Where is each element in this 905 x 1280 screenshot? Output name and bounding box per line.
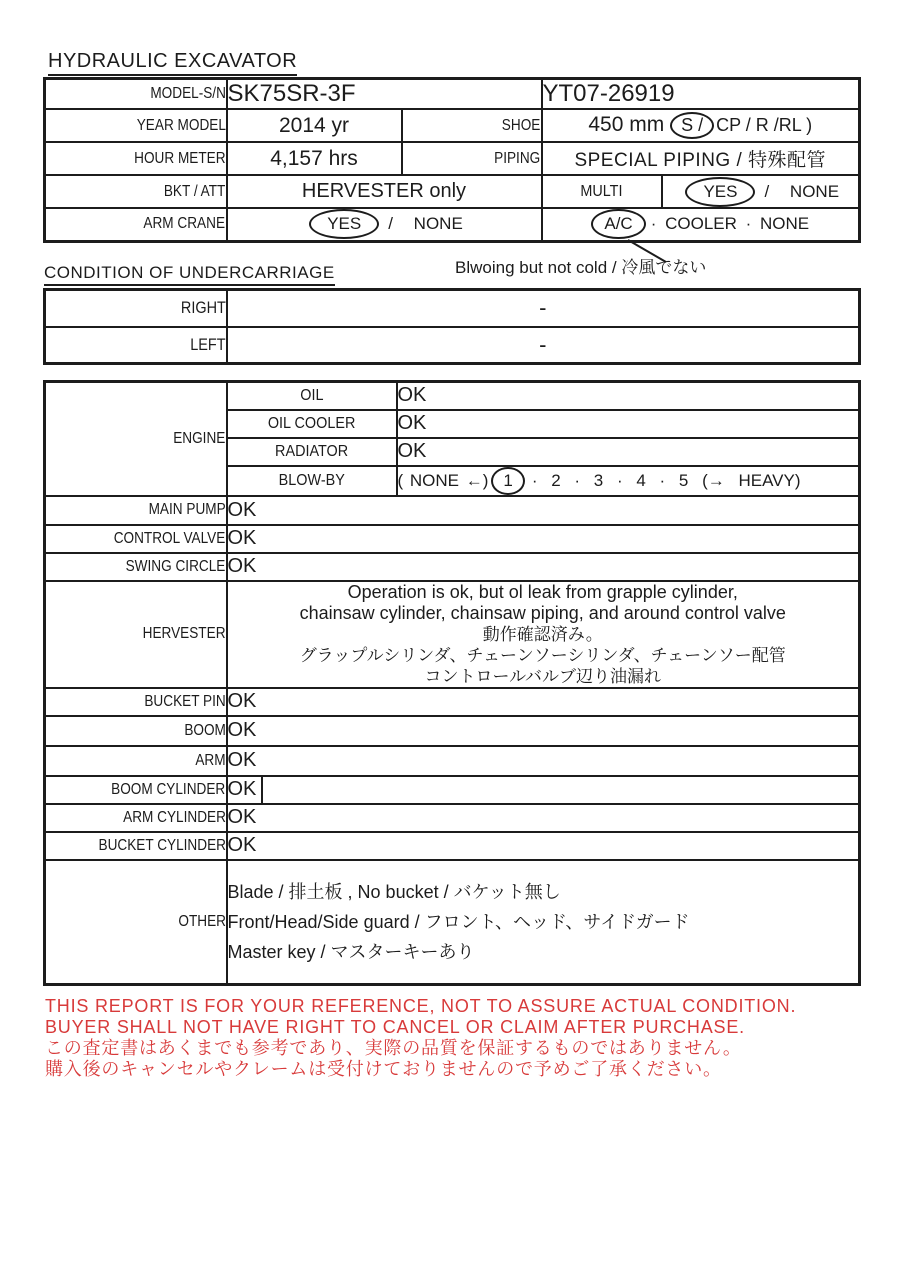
arm-cylinder-label: ARM CYLINDER	[122, 808, 226, 826]
oil-cooler-value: OK	[397, 410, 860, 438]
page-title	[48, 50, 297, 76]
header-table	[43, 77, 861, 243]
table-row	[45, 688, 860, 716]
arm-crane-label: ARM CRANE	[143, 215, 226, 233]
bucket-pin-label-cell	[45, 688, 227, 716]
multi-selection-circle: YES	[685, 177, 755, 207]
right-label-cell	[45, 290, 227, 327]
piping-label: PIPING	[494, 149, 541, 167]
blowby-label: BLOW-BY	[278, 471, 345, 489]
shoe-selection-circle: S /	[670, 112, 714, 139]
radiator-label-cell	[227, 438, 397, 466]
arm-label-cell	[45, 746, 227, 776]
table-row	[45, 746, 860, 776]
engine-label: ENGINE	[173, 429, 226, 447]
arm-crane-value-cell	[227, 208, 542, 241]
undercarriage-title	[44, 263, 335, 286]
other-label: OTHER	[177, 912, 226, 930]
bkt-att-label-cell	[45, 175, 227, 208]
bkt-att-value: HERVESTER only	[227, 175, 542, 208]
boom-value: OK	[227, 716, 860, 746]
multi-value-cell	[662, 175, 860, 208]
year-label-cell	[45, 109, 227, 142]
left-label: LEFT	[190, 334, 226, 354]
swing-circle-label-cell	[45, 553, 227, 581]
table-row	[45, 553, 860, 581]
other-line: Blade / 排土板 , No bucket / バケット無し	[227, 881, 561, 902]
hervester-line: 動作確認済み。	[482, 624, 603, 644]
hervester-line: chainsaw cylinder, chainsaw piping, and around control valve	[299, 602, 786, 623]
boom-label: BOOM	[183, 721, 226, 739]
other-value-cell	[227, 860, 860, 985]
engine-label-cell	[45, 382, 227, 496]
model-sn-label-cell	[45, 79, 227, 110]
oil-label: OIL	[299, 386, 324, 404]
table-row	[45, 581, 860, 688]
ac-selection-circle: A/C	[591, 209, 645, 239]
oil-value: OK	[397, 382, 860, 410]
table-row	[45, 496, 860, 525]
left-value: -	[227, 327, 860, 364]
left-label-cell	[45, 327, 227, 364]
table-row	[45, 716, 860, 746]
main-pump-value: OK	[227, 496, 860, 525]
shoe-size: 450 mm	[588, 113, 665, 136]
radiator-label: RADIATOR	[274, 442, 349, 460]
multi-options: / NONE	[764, 181, 840, 201]
condition-table	[43, 380, 861, 986]
boom-cylinder-value-cell	[227, 776, 860, 804]
ac-options: · COOLER · NONE	[650, 214, 810, 234]
bucket-cylinder-value: OK	[227, 832, 860, 860]
boom-cylinder-label: BOOM CYLINDER	[111, 780, 226, 798]
undercarriage-table	[43, 288, 861, 365]
oil-label-cell	[227, 382, 397, 410]
arm-value: OK	[227, 746, 860, 776]
shoe-label-cell	[402, 109, 542, 142]
disclaimer-line: BUYER SHALL NOT HAVE RIGHT TO CANCEL OR CLAIM AFTER PURCHASE.	[45, 1017, 745, 1037]
multi-label-cell	[542, 175, 662, 208]
hervester-line: グラップルシリンダ、チェーンソーシリンダ、チェーンソー配管	[299, 645, 786, 665]
table-row	[45, 776, 860, 804]
arm-crane-label-cell	[45, 208, 227, 241]
shoe-label: SHOE	[501, 116, 541, 134]
piping-label-cell	[402, 142, 542, 175]
arm-crane-options: / NONE	[388, 214, 463, 234]
swing-circle-label: SWING CIRCLE	[125, 557, 226, 575]
table-row	[45, 832, 860, 860]
ac-note: Blwoing but not cold / 冷風でない	[455, 258, 707, 277]
other-line: Master key / マスターキーあり	[227, 941, 475, 962]
hervester-value-cell	[227, 581, 860, 688]
other-line: Front/Head/Side guard / フロント、ヘッド、サイドガード	[227, 911, 690, 932]
arm-crane-selection-circle: YES	[309, 209, 379, 239]
bucket-pin-value: OK	[227, 688, 860, 716]
hour-label-cell	[45, 142, 227, 175]
year-label: YEAR MODEL	[136, 116, 226, 134]
shoe-value-cell	[542, 109, 860, 142]
disclaimer-line: THIS REPORT IS FOR YOUR REFERENCE, NOT TO ASSURE ACTUAL CONDITION.	[45, 996, 797, 1016]
shoe-options: CP / R /RL )	[716, 115, 813, 135]
right-value: -	[227, 290, 860, 327]
main-pump-label: MAIN PUMP	[148, 501, 226, 518]
hervester-label: HERVESTER	[142, 625, 226, 642]
oil-cooler-label-cell	[227, 410, 397, 438]
control-valve-label: CONTROL VALVE	[113, 529, 226, 547]
piping-value: SPECIAL PIPING / 特殊配管	[542, 142, 860, 175]
serial-value: YT07-26919	[542, 79, 860, 110]
blowby-scale-low: ( NONE ←)	[397, 470, 489, 490]
bucket-cylinder-label: BUCKET CYLINDER	[98, 836, 226, 854]
blowby-scale-high: · 2 · 3 · 4 · 5 (→ HEAVY)	[531, 470, 801, 490]
other-label-cell	[45, 860, 227, 985]
table-row	[45, 382, 860, 410]
disclaimer-line: この査定書はあくまでも参考であり、実際の品質を保証するものではありません。	[45, 1038, 742, 1058]
table-row	[45, 109, 860, 142]
hour-meter-value: 4,157 hrs	[227, 142, 402, 175]
table-row	[45, 804, 860, 832]
year-value: 2014 yr	[227, 109, 402, 142]
hour-meter-label: HOUR METER	[134, 149, 226, 167]
bkt-att-label: BKT / ATT	[164, 182, 226, 200]
table-row	[45, 290, 860, 327]
table-row	[45, 79, 860, 110]
hervester-line: コントロールバルブ辺り油漏れ	[424, 666, 661, 686]
main-pump-label-cell	[45, 496, 227, 525]
hervester-label-cell	[45, 581, 227, 688]
right-label: RIGHT	[180, 298, 226, 318]
ac-value-cell	[542, 208, 860, 241]
model-sn-label: MODEL-S/N	[149, 85, 226, 102]
boom-cylinder-value: OK	[227, 778, 257, 800]
bucket-pin-label: BUCKET PIN	[144, 692, 226, 710]
page-title-text: HYDRAULIC EXCAVATOR	[48, 50, 297, 76]
control-valve-value: OK	[227, 525, 860, 553]
model-value: SK75SR-3F	[227, 79, 542, 110]
radiator-value: OK	[397, 438, 860, 466]
stray-divider-line	[261, 775, 263, 805]
table-row	[45, 525, 860, 553]
table-row	[45, 142, 860, 175]
oil-cooler-label: OIL COOLER	[267, 414, 356, 432]
disclaimer	[45, 996, 796, 1080]
blowby-value-cell	[397, 466, 860, 496]
hervester-line: Operation is ok, but ol leak from grapple cylinder,	[347, 581, 738, 602]
control-valve-label-cell	[45, 525, 227, 553]
disclaimer-line: 購入後のキャンセルやクレームは受付けておりませんので予めご了承ください。	[45, 1059, 722, 1079]
boom-label-cell	[45, 716, 227, 746]
blowby-label-cell	[227, 466, 397, 496]
table-row	[45, 208, 860, 241]
multi-label: MULTI	[580, 182, 623, 200]
swing-circle-value: OK	[227, 553, 860, 581]
arm-label: ARM	[195, 751, 226, 769]
table-row	[45, 860, 860, 985]
bucket-cylinder-label-cell	[45, 832, 227, 860]
undercarriage-title-text: CONDITION OF UNDERCARRIAGE	[44, 263, 335, 286]
blowby-selection-circle: 1	[491, 467, 524, 495]
table-row	[45, 175, 860, 208]
arm-cylinder-label-cell	[45, 804, 227, 832]
arm-cylinder-value: OK	[227, 804, 860, 832]
table-row	[45, 327, 860, 364]
boom-cylinder-label-cell	[45, 776, 227, 804]
